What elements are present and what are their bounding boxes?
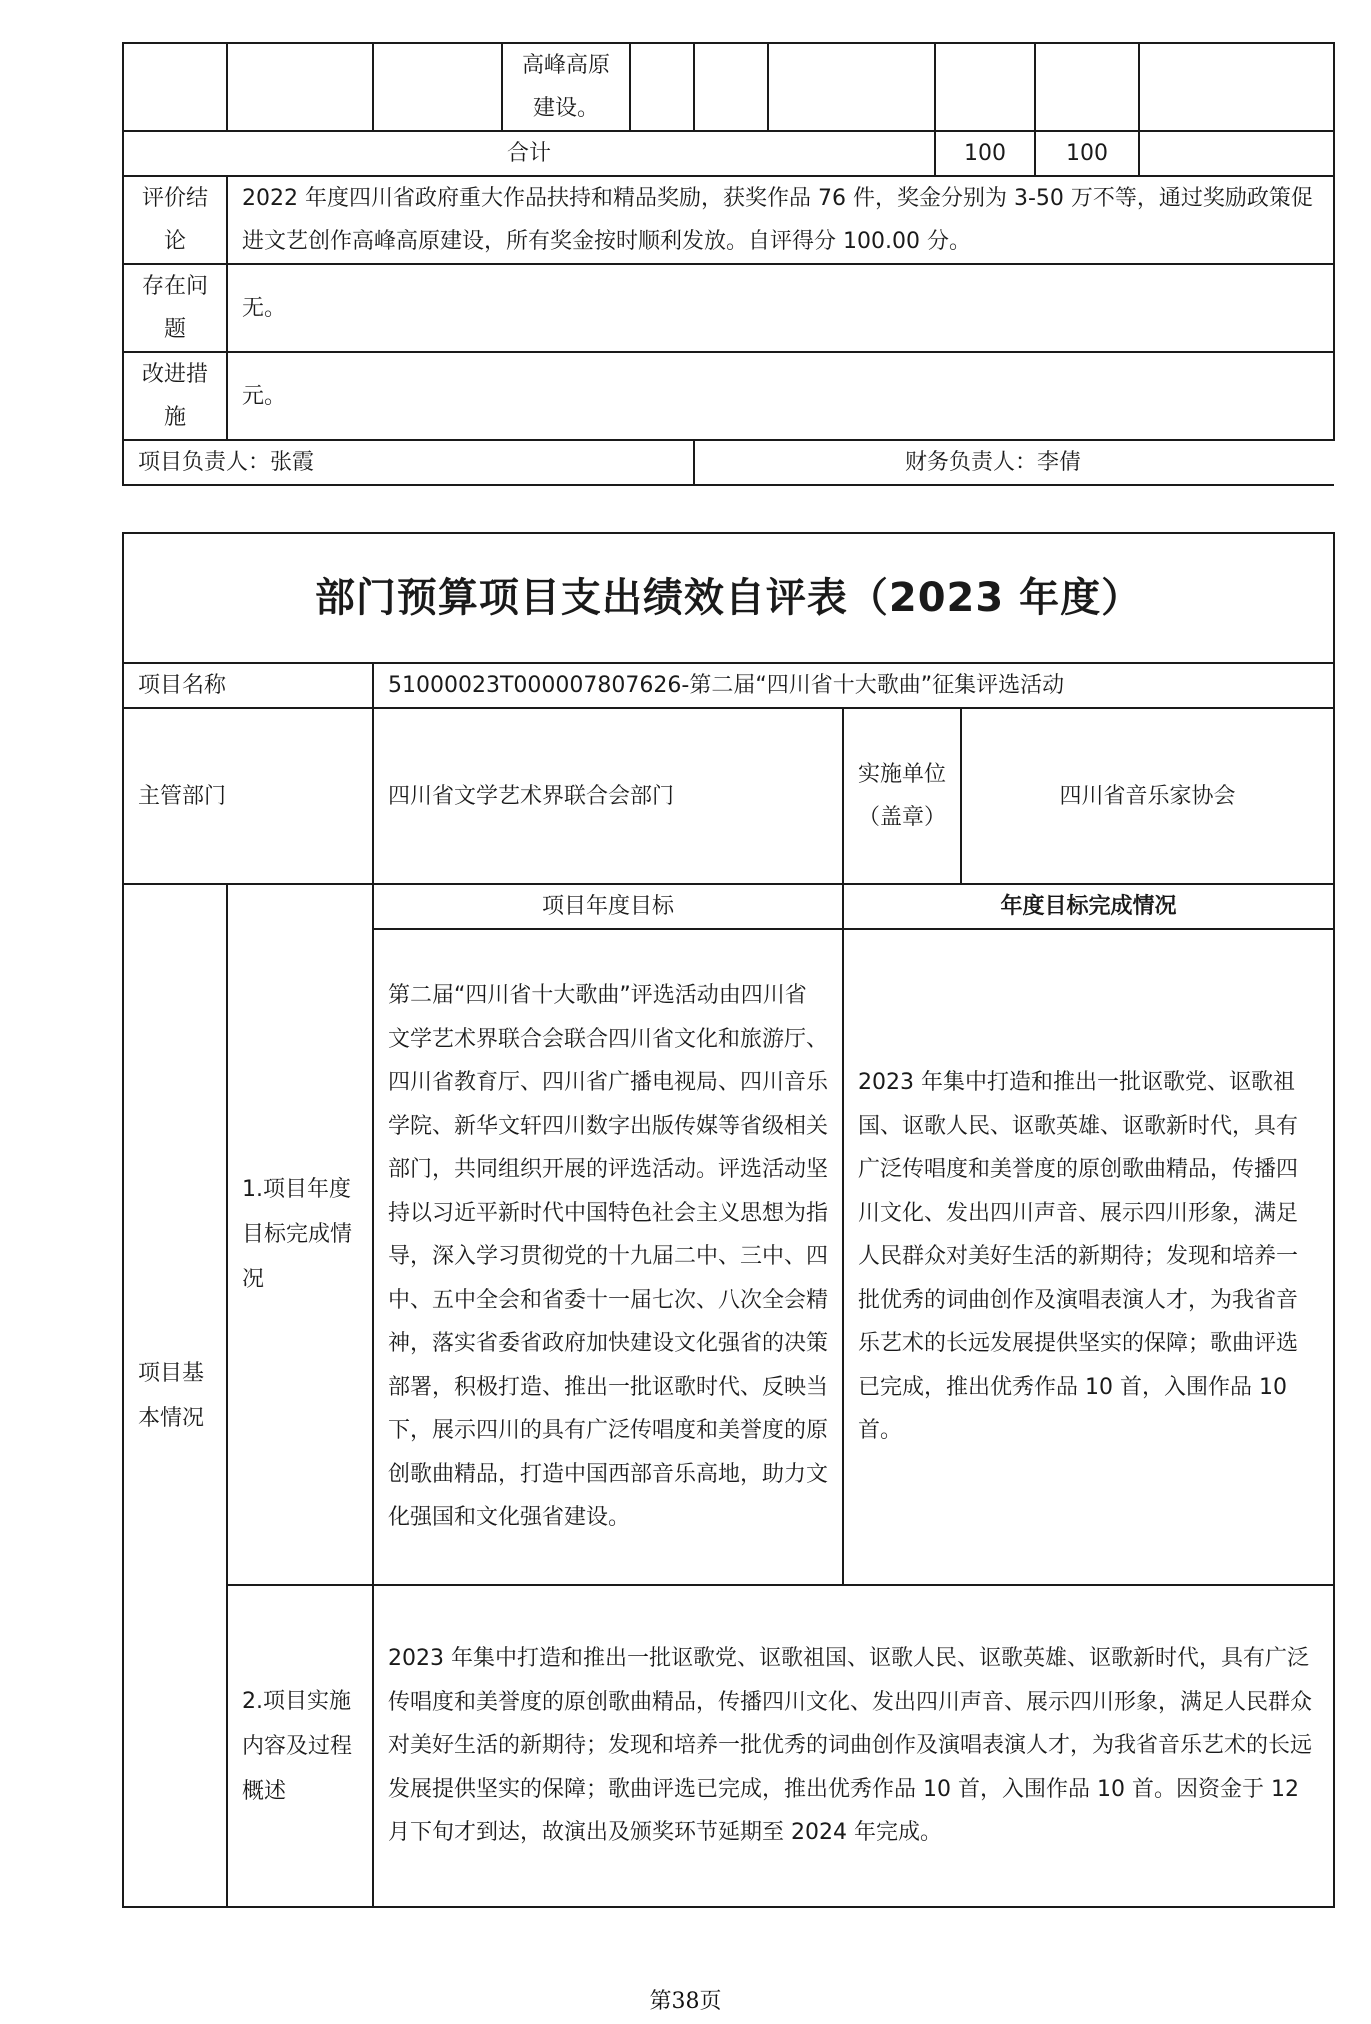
process-row xyxy=(123,1585,1334,1907)
form-title: 部门预算项目支出绩效自评表（2023 年度） xyxy=(123,533,1334,663)
issues-label: 存在问题 xyxy=(123,264,227,352)
goal-header: 项目年度目标 xyxy=(373,884,843,929)
finance-owner: 财务负责人：李倩 xyxy=(694,440,1334,485)
project-name-label: 项目名称 xyxy=(123,663,373,708)
improvement-text: 元。 xyxy=(227,352,1334,440)
evaluation-text: 2022 年度四川省政府重大作品扶持和精品奖励，获奖作品 76 件，奖金分别为 3-50 万不等，通过奖励政策促进文艺创作高峰高原建设，所有奖金按时顺利发放。自评得分 100.00 分。 xyxy=(227,176,1334,264)
issues-row xyxy=(123,264,1334,352)
completion-header: 年度目标完成情况 xyxy=(843,884,1334,929)
department-label: 主管部门 xyxy=(123,708,373,884)
total-row xyxy=(123,131,1334,176)
goal-text: 第二届“四川省十大歌曲”评选活动由四川省文学艺术界联合会联合四川省文化和旅游厅、四川省教育厅、四川省广播电视局、四川音乐学院、新华文轩四川数字出版传媒等省级相关部门，共同组织开展的评选活动。评选活动坚持以习近平新时代中国特色社会主义思想为指导，深入学习贯彻党的十九届二中、三中、四中、五中全会和省委十一届七次、八次全会精神，落实省委省政府加快建设文化强省的决策部署，积极打造、推出一批讴歌时代、反映当下，展示四川的具有广泛传唱度和美誉度的原创歌曲精品，打造中国西部音乐高地，助力文化强国和文化强省建设。 xyxy=(373,929,843,1585)
project-name-row xyxy=(123,663,1334,708)
process-label: 2.项目实施内容及过程概述 xyxy=(227,1585,373,1907)
indicator-text: 高峰高原建设。 xyxy=(502,43,630,131)
total-score-self: 100 xyxy=(1035,131,1139,176)
implementer-value: 四川省音乐家协会 xyxy=(961,708,1334,884)
department-row xyxy=(123,708,1334,884)
signature-row xyxy=(123,440,1334,485)
basic-info-label: 项目基本情况 xyxy=(123,884,227,1907)
improvement-row xyxy=(123,352,1334,440)
project-owner: 项目负责人：张霞 xyxy=(123,440,694,485)
title-row xyxy=(123,533,1334,663)
total-score-full: 100 xyxy=(935,131,1035,176)
previous-table xyxy=(122,42,1335,486)
improvement-label: 改进措施 xyxy=(123,352,227,440)
goal-header-row xyxy=(123,884,1334,929)
implementer-label: 实施单位（盖章） xyxy=(843,708,961,884)
project-name-value: 51000023T000007807626-第二届“四川省十大歌曲”征集评选活动 xyxy=(373,663,1334,708)
goal-section-label: 1.项目年度目标完成情况 xyxy=(227,884,373,1585)
evaluation-label: 评价结论 xyxy=(123,176,227,264)
table-row xyxy=(123,43,1334,131)
issues-text: 无。 xyxy=(227,264,1334,352)
evaluation-row xyxy=(123,176,1334,264)
page-number: 第38页 xyxy=(649,1989,722,2014)
total-label: 合计 xyxy=(123,131,935,176)
department-value: 四川省文学艺术界联合会部门 xyxy=(373,708,843,884)
process-text: 2023 年集中打造和推出一批讴歌党、讴歌祖国、讴歌人民、讴歌英雄、讴歌新时代，具有广泛传唱度和美誉度的原创歌曲精品，传播四川文化、发出四川声音、展示四川形象，满足人民群众对美好生活的新期待；发现和培养一批优秀的词曲创作及演唱表演人才，为我省音乐艺术的长远发展提供坚实的保障；歌曲评选已完成，推出优秀作品 10 首，入围作品 10 首。因资金于 12 月下旬才到达，故演出及颁奖环节延期至 2024 年完成。 xyxy=(373,1585,1334,1907)
self-evaluation-form xyxy=(122,532,1335,1908)
completion-text: 2023 年集中打造和推出一批讴歌党、讴歌祖国、讴歌人民、讴歌英雄、讴歌新时代，具有广泛传唱度和美誉度的原创歌曲精品，传播四川文化、发出四川声音、展示四川形象，满足人民群众对美好生活的新期待；发现和培养一批优秀的词曲创作及演唱表演人才，为我省音乐艺术的长远发展提供坚实的保障；歌曲评选已完成，推出优秀作品 10 首，入围作品 10 首。 xyxy=(843,929,1334,1585)
